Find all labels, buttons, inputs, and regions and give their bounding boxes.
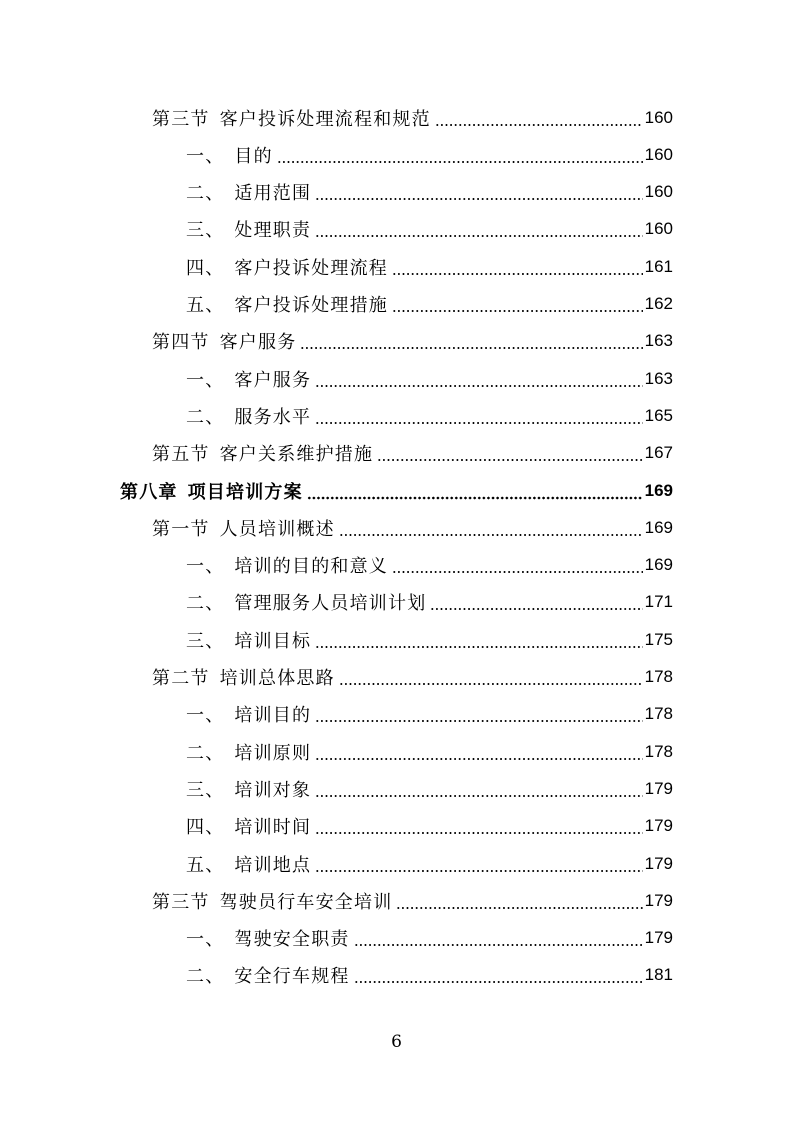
- toc-entry-page: 163: [644, 368, 673, 388]
- dot-leader: [339, 519, 643, 537]
- toc-entry-number: 一、: [186, 145, 225, 167]
- dot-leader: [354, 929, 643, 947]
- dot-leader: [277, 146, 643, 164]
- toc-entry-title: 客户关系维护措施: [219, 444, 374, 466]
- toc-entry-number: 一、: [186, 929, 225, 951]
- toc-entry-page: 175: [644, 629, 673, 649]
- toc-entry-title: 驾驶安全职责: [234, 929, 350, 951]
- toc-entry-label: [186, 552, 388, 578]
- toc-entry-item[interactable]: [186, 286, 673, 323]
- dot-leader: [315, 370, 642, 388]
- toc-entry-page: 167: [644, 443, 673, 463]
- toc-entry-title: 安全行车规程: [234, 966, 350, 988]
- toc-entry-label: [186, 851, 311, 877]
- toc-entry-number: 第一节: [152, 518, 210, 540]
- toc-entry-title: 客户投诉处理流程: [234, 257, 389, 279]
- page-number: 6: [391, 1032, 402, 1052]
- dot-leader: [377, 444, 642, 462]
- dot-leader: [392, 258, 643, 276]
- toc-entry-page: 179: [644, 890, 673, 910]
- dot-leader: [315, 780, 642, 798]
- toc-entry-label: [186, 216, 311, 242]
- toc-entry-page: 178: [644, 667, 673, 686]
- toc-entry-label: [152, 328, 296, 354]
- toc-entry-page: 179: [644, 816, 673, 836]
- dot-leader: [339, 668, 643, 686]
- toc-entry-label: [186, 291, 388, 317]
- toc-entry-title: 培训总体思路: [219, 668, 335, 689]
- toc-entry-number: 二、: [186, 742, 225, 764]
- toc-entry-title: 客户投诉处理措施: [234, 295, 389, 316]
- toc-entry-item[interactable]: [186, 397, 673, 434]
- toc-entry-section[interactable]: [152, 882, 673, 919]
- toc-entry-item[interactable]: [186, 547, 673, 584]
- dot-leader: [315, 631, 642, 649]
- toc-entry-title: 客户服务: [219, 332, 297, 354]
- toc-entry-title: 目的: [234, 145, 273, 167]
- toc-entry-section[interactable]: [152, 323, 673, 360]
- toc-entry-item[interactable]: [186, 174, 673, 211]
- toc-entry-item[interactable]: [186, 957, 673, 994]
- toc-entry-number: 三、: [186, 220, 225, 242]
- dot-leader: [315, 705, 642, 723]
- toc-entry-item[interactable]: [186, 360, 673, 397]
- dot-leader: [315, 407, 642, 425]
- toc-entry-page: 162: [644, 294, 673, 313]
- toc-entry-page: 171: [644, 592, 673, 612]
- dot-leader: [300, 332, 642, 350]
- dot-leader: [354, 966, 643, 984]
- toc-entry-label: [186, 366, 311, 392]
- toc-entry-title: 培训时间: [234, 817, 312, 839]
- dot-leader: [315, 220, 642, 238]
- toc-entry-title: 客户投诉处理流程和规范: [219, 108, 431, 130]
- toc-entry-number: 五、: [186, 854, 225, 876]
- toc-entry-number: 第三节: [152, 891, 210, 913]
- toc-entry-label: [152, 888, 392, 914]
- toc-entry-item[interactable]: [186, 920, 673, 957]
- toc-entry-label: [120, 478, 303, 504]
- dot-leader: [392, 556, 643, 574]
- dot-leader: [315, 855, 642, 873]
- toc-entry-title: 培训目标: [234, 630, 312, 652]
- toc-entry-title: 适用范围: [234, 183, 312, 205]
- toc-entry-number: 二、: [186, 183, 225, 205]
- toc-entry-label: [186, 701, 311, 727]
- toc-entry-label: [186, 254, 388, 280]
- toc-entry-item[interactable]: [186, 584, 673, 621]
- toc-entry-page: 179: [644, 928, 673, 948]
- toc-entry-page: 169: [644, 555, 673, 575]
- toc-entry-page: 181: [644, 965, 673, 985]
- toc-entry-number: 一、: [186, 369, 225, 391]
- toc-entry-item[interactable]: [186, 621, 673, 658]
- toc-entry-label: [152, 664, 335, 690]
- toc-entry-title: 处理职责: [234, 220, 312, 242]
- toc-entry-label: [186, 627, 311, 653]
- toc-entry-item[interactable]: [186, 770, 673, 807]
- toc-entry-number: 四、: [186, 817, 225, 839]
- toc-entry-title: 人员培训概述: [219, 518, 335, 540]
- toc-entry-number: 第四节: [152, 332, 210, 354]
- toc-entry-item[interactable]: [186, 211, 673, 248]
- dot-leader: [315, 743, 642, 761]
- toc-entry-label: [186, 925, 350, 951]
- dot-leader: [430, 593, 642, 611]
- toc-entry-label: [186, 179, 311, 205]
- toc-entry-number: 一、: [186, 705, 225, 727]
- toc-entry-page: 163: [644, 331, 673, 351]
- toc-entry-number: 二、: [186, 966, 225, 988]
- toc-entry-page: 160: [644, 219, 673, 239]
- toc-entry-page: 179: [644, 853, 673, 873]
- toc-entry-item[interactable]: [186, 696, 673, 733]
- toc-entry-item[interactable]: [186, 248, 673, 285]
- toc-entry-title: 培训目的: [234, 705, 312, 727]
- toc-entry-number: 第二节: [152, 668, 210, 689]
- toc-entry-number: 第八章: [120, 481, 178, 503]
- toc-entry-section[interactable]: [152, 659, 673, 696]
- toc-entry-label: [152, 440, 373, 466]
- dot-leader: [435, 109, 643, 127]
- dot-leader: [315, 183, 642, 201]
- toc-entry-number: 第三节: [152, 108, 210, 130]
- toc-entry-page: 179: [644, 778, 673, 798]
- toc-entry-page: 160: [644, 182, 673, 202]
- toc-entry-page: 178: [644, 741, 673, 761]
- toc-entry-section[interactable]: [152, 435, 673, 472]
- toc-entry-number: 三、: [186, 779, 225, 801]
- dot-leader: [307, 482, 643, 500]
- toc-entry-section[interactable]: [152, 99, 673, 136]
- toc-entry-label: [152, 515, 335, 541]
- toc-entry-chapter[interactable]: [120, 472, 673, 509]
- toc-entry-item[interactable]: [186, 136, 673, 173]
- toc-entry-number: 三、: [186, 630, 225, 652]
- toc-entry-page: 169: [644, 480, 673, 500]
- toc-entry-number: 二、: [186, 593, 225, 615]
- toc-entry-page: 160: [644, 107, 673, 127]
- toc-entry-page: 178: [644, 704, 673, 724]
- toc-entry-label: [186, 142, 273, 168]
- toc-entry-page: 169: [644, 517, 673, 537]
- toc-entry-section[interactable]: [152, 509, 673, 546]
- toc-entry-label: [152, 105, 431, 131]
- toc-entry-number: 第五节: [152, 444, 210, 466]
- toc-entry-label: [186, 776, 311, 802]
- toc-entry-title: 培训的目的和意义: [234, 556, 389, 578]
- toc-entry-item[interactable]: [186, 808, 673, 845]
- toc-entry-label: [186, 962, 350, 988]
- toc-entry-page: 160: [644, 144, 673, 164]
- toc-entry-title: 驾驶员行车安全培训: [219, 891, 393, 913]
- toc-entry-label: [186, 739, 311, 765]
- toc-entry-title: 项目培训方案: [187, 481, 303, 503]
- toc-entry-page: 165: [644, 405, 673, 425]
- toc-entry-number: 五、: [186, 295, 225, 316]
- dot-leader: [392, 295, 643, 313]
- toc-entry-label: [186, 589, 426, 615]
- toc-entry-item[interactable]: [186, 733, 673, 770]
- toc-entry-title: 培训地点: [234, 854, 312, 876]
- toc-entry-number: 二、: [186, 406, 225, 428]
- toc-entry-number: 一、: [186, 556, 225, 578]
- toc-entry-title: 服务水平: [234, 406, 312, 428]
- dot-leader: [315, 817, 642, 835]
- toc-entry-number: 四、: [186, 257, 225, 279]
- toc-entry-page: 161: [644, 256, 673, 276]
- toc-entry-label: [186, 403, 311, 429]
- toc-entry-title: 培训原则: [234, 742, 312, 764]
- toc-entry-title: 培训对象: [234, 779, 312, 801]
- toc-entry-title: 管理服务人员培训计划: [234, 593, 427, 615]
- dot-leader: [396, 892, 642, 910]
- toc-entry-item[interactable]: [186, 845, 673, 882]
- toc-entry-label: [186, 813, 311, 839]
- toc-entry-title: 客户服务: [234, 369, 312, 391]
